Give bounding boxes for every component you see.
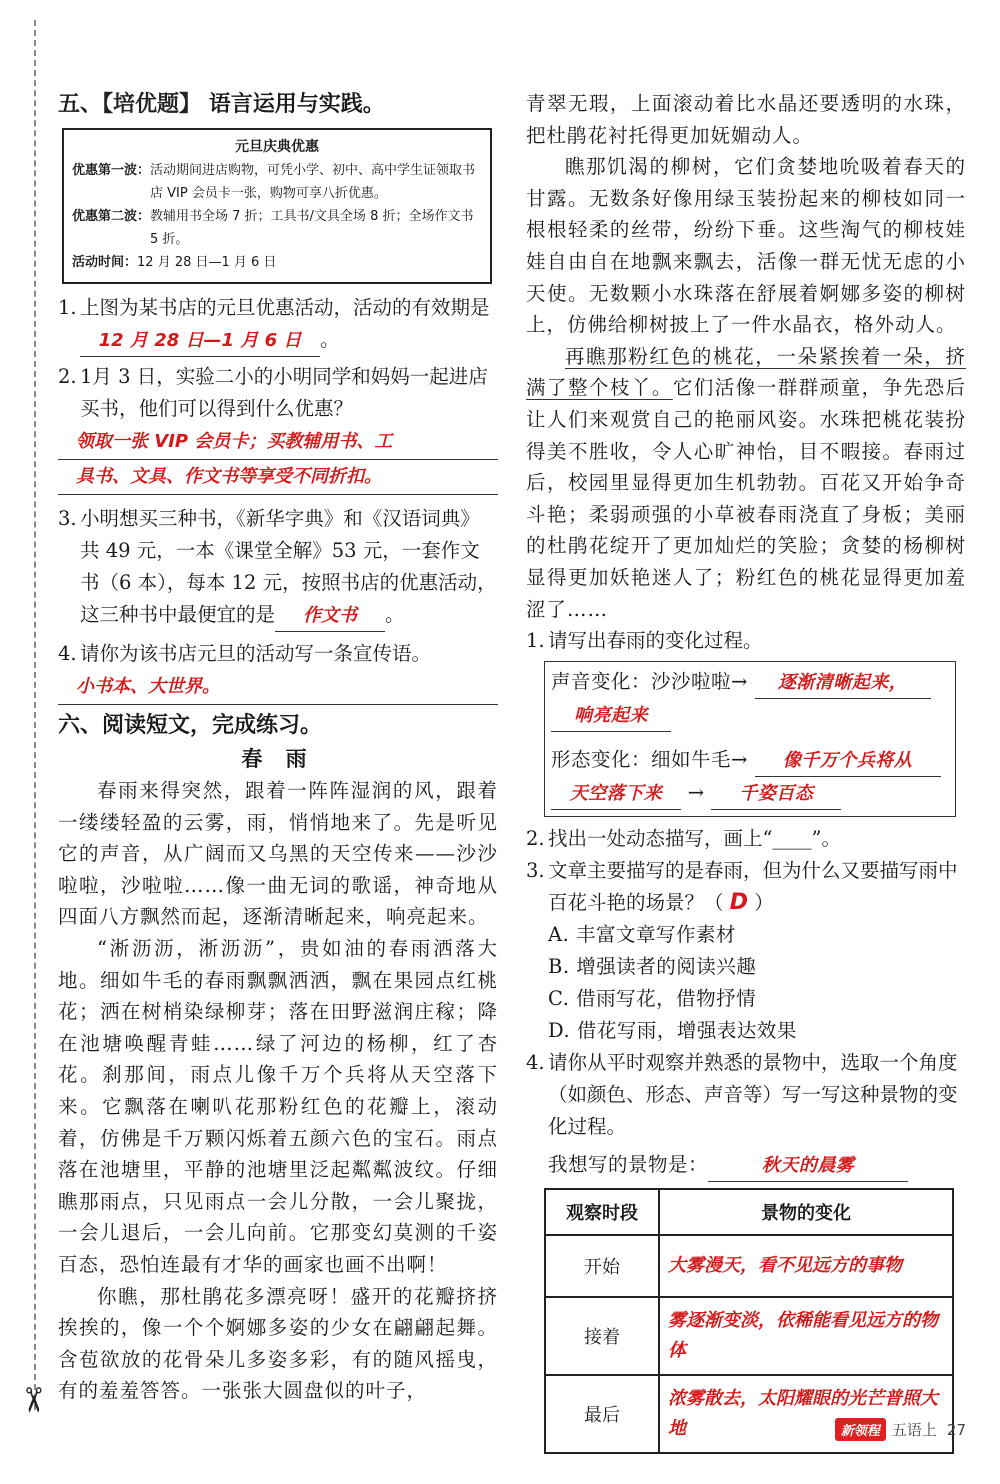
right-column [526, 88, 966, 1454]
answer-5-3: 作文书 [275, 601, 385, 632]
article-paragraph-1: 春雨来得突然，跟着一阵阵湿润的风，跟着一缕缕轻盈的云雾，雨，悄悄地来了。先是听见它的声音，从广阔而又乌黑的天空传来——沙沙啦啦，沙啦啦……像一曲无词的歌谣，神奇地从四面八方飘然而起，逐渐清晰起来，响亮起来。 [58, 779, 498, 929]
answer-5-2-line1: 领取一张 VIP 会员卡；买教辅用书、工 [58, 425, 498, 460]
article-paragraph-2: “淅沥沥，淅沥沥”，贵如油的春雨洒落大地。细如牛毛的春雨飘飘洒洒，飘在果园点红桃花；洒在树梢染绿柳芽；落在田野滋润庄稼；降在池塘唤醒青蛙……绿了河边的杨柳，红了杏花。刹那间，雨点儿像千万个兵将从天空落下来。它飘落在喇叭花那粉红色的花瓣上，滚动着，仿佛是千万颗闪烁着五颜六色的宝石。雨点落在池塘里，平静的池塘里泛起粼粼波纹。仔细瞧那雨点，只见雨点一会儿分散，一会儿聚拢，一会儿退后，一会儿向前。它那变幻莫测的千姿百态，恐怕连最有才华的画家也画不出啊！ [58, 936, 498, 1276]
promotion-notice [62, 128, 492, 284]
notice-wave2: 优惠第二波： 教辅用书全场 7 折；工具书/文具全场 8 折；全场作文书 5 折。 [72, 209, 474, 247]
cut-line [34, 20, 36, 1410]
table-header-change: 景物的变化 [659, 1189, 953, 1235]
article-title: 春 雨 [241, 747, 315, 771]
article-paragraph-3: 你瞧，那杜鹃花多漂亮呀！盛开的花瓣挤挤挨挨的，像一个个婀娜多姿的少女在翩翩起舞。含苞欲放的花骨朵儿多姿多彩，有的随风摇曳，有的羞羞答答。一张张大圆盘似的叶子， [58, 1284, 498, 1403]
article-paragraph-5: 再瞧那粉红色的桃花，一朵紧挨着一朵，挤满了整个枝丫。它们活像一群群顽童，争先恐后让人们来观赏自己的艳丽风姿。水珠把桃花装扮得美不胜收，令人心旷神怡，目不暇接。春雨过后，校园里显得更加生机勃勃。百花又开始争奇斗艳；柔弱顽强的小草被春雨浇直了身板；美丽的杜鹃花绽开了更加灿烂的笑脸；贪婪的杨柳树显得更加妖艳迷人了；粉红色的桃花显得更加羞涩了…… [526, 344, 966, 621]
page-footer [835, 1418, 966, 1441]
question-6-3: 3. 文章主要描写的是春雨，但为什么又要描写雨中百花斗艳的场景？（ D ） [526, 859, 958, 916]
question-6-1: 1. 请写出春雨的变化过程。 [526, 629, 763, 653]
table-row: 开始 大雾漫天，看不见远方的事物 [545, 1235, 953, 1297]
article-paragraph-4: 瞧那饥渴的柳树，它们贪婪地吮吸着春天的甘露。无数条好像用绿玉装扮起来的柳枝如同一根根轻柔的丝带，纷纷下垂。这些淘气的柳枝娃娃自由自在地飘来飘去，活像一群无忧无虑的小天使。无数颗小水珠落在舒展着婀娜多姿的柳树上，仿佛给柳树披上了一件水晶衣，格外动人。 [526, 155, 966, 337]
section5-title: 五、【培优题】 语言运用与实践。 [58, 92, 385, 117]
left-column [58, 88, 498, 1407]
answer-5-4: 小书本、大世界。 [58, 670, 498, 705]
option-b: B. 增强读者的阅读兴趣 [548, 955, 757, 979]
answer-5-2-line2: 具书、文具、作文书等享受不同折扣。 [58, 460, 498, 495]
marked-dynamic-sentence: 再瞧那粉红色的桃花，一朵紧挨着一朵，挤满了整个枝丫。 [526, 344, 966, 400]
notice-wave1: 优惠第一波： 活动期间进店购物，可凭小学、初中、高中学生证领取书店 VIP 会员卡一张，购物可享八折优惠。 [72, 163, 476, 201]
question-5-4: 4. 请你为该书店元旦的活动写一条宣传语。 [58, 642, 432, 665]
answer-5-1: 12 月 28 日—1 月 6 日 [80, 326, 320, 357]
scissors-icon: ✂ [12, 1385, 53, 1415]
scene-line: 我想写的景物是： 秋天的晨雾 [526, 1149, 966, 1182]
notice-time: 活动时间： 12 月 28 日—1 月 6 日 [72, 255, 277, 270]
question-6-2: 2. 找出一处动态描写，画上“____”。 [526, 827, 841, 851]
question-5-3: 3. 小明想买三种书，《新华字典》和《汉语词典》共 49 元，一本《课堂全解》53 元，一套作文书（6 本），每本 12 元，按照书店的优惠活动，这三种书中最便宜的是 作文书 。 [58, 503, 498, 632]
question-5-2: 2. 1月 3 日，实验二小的小明同学和妈妈一起进店买书，他们可以得到什么优惠？ [58, 365, 488, 420]
answer-6-3: D [729, 890, 748, 916]
option-a: A. 丰富文章写作素材 [548, 923, 736, 947]
subject-label: 五语上 [891, 1421, 937, 1439]
option-d: D. 借花写雨，增强表达效果 [548, 1019, 797, 1043]
notice-title: 元旦庆典优惠 [235, 139, 319, 155]
rain-change-box: 声音变化：沙沙啦啦→ 逐渐清晰起来， 响亮起来 形态变化：细如牛毛→ 像千万个兵将从 天空落下来 → 千姿百态 [544, 661, 956, 817]
brand-logo: 新领程 [835, 1418, 886, 1441]
table-header-time: 观察时段 [545, 1189, 659, 1235]
observation-table [544, 1188, 954, 1454]
page-number: 27 [946, 1420, 966, 1439]
scene-answer: 秋天的晨雾 [708, 1151, 908, 1182]
section6-title: 六、阅读短文，完成练习。 [58, 713, 323, 738]
option-c: C. 借雨写花，借物抒情 [548, 987, 757, 1011]
table-row: 最后 浓雾散去，太阳耀眼的光芒普照大地 [545, 1375, 953, 1453]
table-row: 接着 雾逐渐变淡，依稀能看见远方的物体 [545, 1297, 953, 1375]
question-6-4: 4. 请你从平时观察并熟悉的景物中，选取一个角度（如颜色、形态、声音等）写一写这种景物的变化过程。 [526, 1051, 958, 1139]
question-5-1: 1. 上图为某书店的元旦优惠活动，活动的有效期是 12 月 28 日—1 月 6 日 。 [58, 292, 498, 357]
article-paragraph-3-cont: 青翠无瑕，上面滚动着比水晶还要透明的水珠，把杜鹃花衬托得更加妩媚动人。 [526, 92, 966, 147]
